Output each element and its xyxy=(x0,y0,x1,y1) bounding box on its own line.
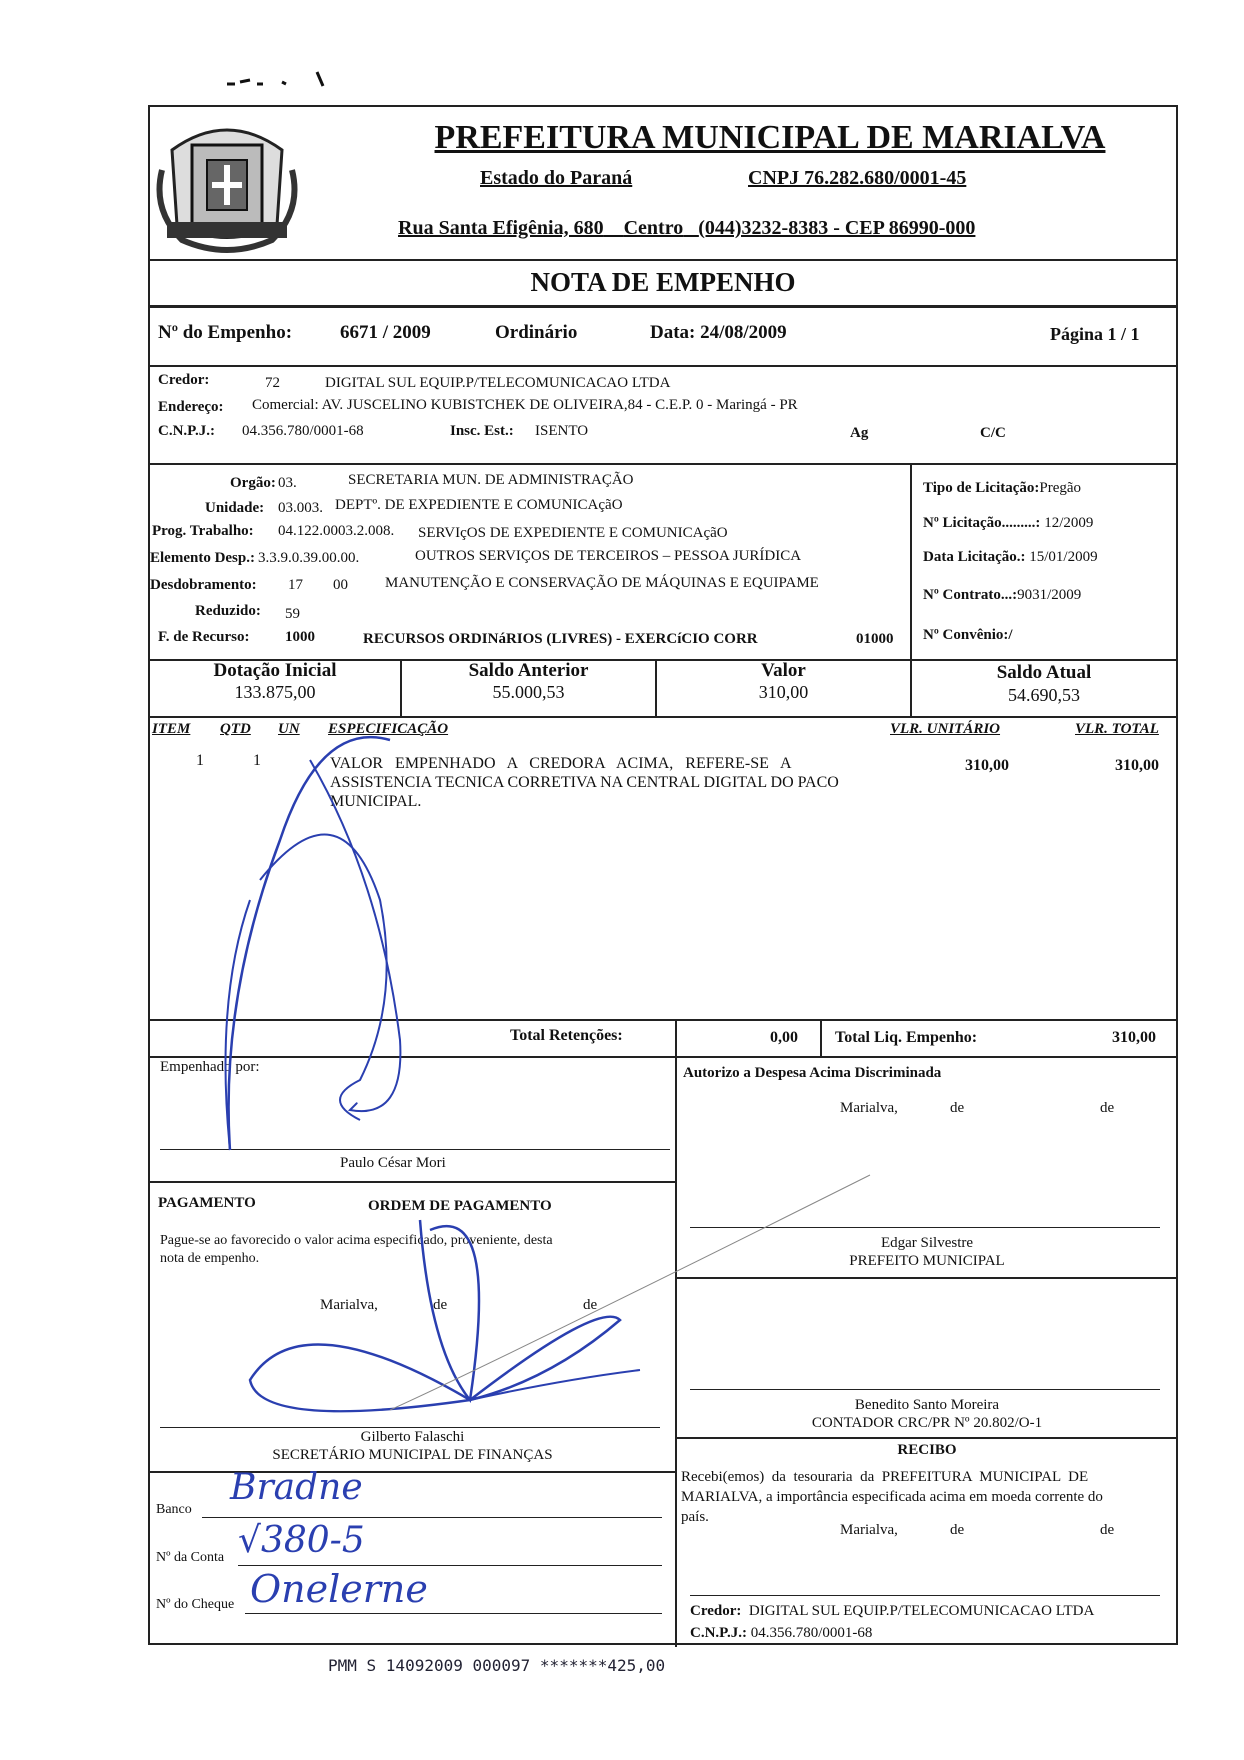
recibo-text-2: MARIALVA, a importância especificada acima em moeda corrente do xyxy=(681,1489,1103,1505)
credor-name: DIGITAL SUL EQUIP.P/TELECOMUNICACAO LTDA xyxy=(325,375,671,391)
fonte-name: RECURSOS ORDINáRIOS (LIVRES) - EXERCíCIO CORR xyxy=(363,631,758,647)
address-label: Endereço: xyxy=(158,399,224,415)
credor-code: 72 xyxy=(265,375,280,391)
reduzido-code: 59 xyxy=(285,606,300,622)
prefeito-title: PREFEITO MUNICIPAL xyxy=(849,1253,1005,1269)
empenho-label: Nº do Empenho: xyxy=(158,322,293,343)
pague-de1: de xyxy=(433,1297,448,1313)
autorizo-de1: de xyxy=(950,1100,965,1116)
desd-code1: 17 xyxy=(288,577,303,593)
recibo-text-1: Recebi(emos) da tesouraria da PREFEITURA MUNICIPAL DE xyxy=(681,1469,1089,1485)
credor-cnpj: 04.356.780/0001-68 xyxy=(242,423,364,439)
recibo-text-3: país. xyxy=(681,1509,709,1525)
total-liq-label: Total Liq. Empenho: xyxy=(835,1029,978,1046)
item-spec-line2: ASSISTENCIA TECNICA CORRETIVA NA CENTRAL DIGITAL DO PACO xyxy=(330,774,839,791)
empenho-number: 6671 / 2009 xyxy=(340,322,431,343)
pagamento-label: PAGAMENTO xyxy=(158,1195,256,1211)
cc-label: C/C xyxy=(980,425,1006,441)
col-item: ITEM xyxy=(152,721,191,737)
financas-name: Gilberto Falaschi xyxy=(360,1429,465,1445)
ordem-label: ORDEM DE PAGAMENTO xyxy=(368,1198,552,1214)
autorizo-label: Autorizo a Despesa Acima Discriminada xyxy=(683,1065,942,1081)
pague-text-1: Pague-se ao favorecido o valor acima especificado, proveniente, desta xyxy=(160,1233,553,1248)
empenho-date: Data: 24/08/2009 xyxy=(650,322,787,343)
desd-name: MANUTENÇÃO E CONSERVAÇÃO DE MÁQUINAS E EQUIPAME xyxy=(385,575,819,591)
ie-label: Insc. Est.: xyxy=(450,423,514,439)
num-contrato: Nº Contrato...:9031/2009 xyxy=(923,587,1082,603)
document-title: NOTA DE EMPENHO xyxy=(530,267,796,297)
pague-text-2: nota de empenho. xyxy=(160,1251,260,1266)
prefeito-name: Edgar Silvestre xyxy=(880,1235,974,1251)
cheque-label: Nº do Cheque xyxy=(156,1597,235,1612)
col-vtotal: VLR. TOTAL xyxy=(1075,721,1159,737)
dotacao-value: 133.875,00 xyxy=(234,682,316,702)
unidade-name: DEPTº. DE EXPEDIENTE E COMUNICAçãO xyxy=(335,497,623,513)
col-spec: ESPECIFICAÇÃO xyxy=(328,721,449,737)
recibo-city: Marialva, xyxy=(840,1522,898,1538)
item-vunit: 310,00 xyxy=(965,757,1009,774)
unidade-label: Unidade: xyxy=(205,500,265,516)
fonte-code2: 01000 xyxy=(856,631,894,647)
item-spec-line1: VALOR EMPENHADO A CREDORA ACIMA, REFERE-SE A xyxy=(330,755,792,772)
ag-label: Ag xyxy=(850,425,869,441)
num-licitacao: Nº Licitação.........: 12/2009 xyxy=(923,515,1094,531)
saldo-anterior-value: 55.000,53 xyxy=(492,682,565,702)
total-retencoes-label: Total Retenções: xyxy=(510,1027,623,1044)
orgao-label: Orgão: xyxy=(230,475,276,491)
valor-label: Valor xyxy=(761,660,806,681)
recibo-de1: de xyxy=(950,1522,965,1538)
num-convenio: Nº Convênio:/ xyxy=(923,627,1013,643)
tipo-licitacao: Tipo de Licitação:Pregão xyxy=(923,480,1082,496)
empenhado-name: Paulo César Mori xyxy=(340,1155,446,1171)
total-liq-value: 310,00 xyxy=(1112,1029,1156,1046)
handwritten-cheque: Onelerne xyxy=(250,1567,428,1611)
prog-name: SERVIçOS DE EXPEDIENTE E COMUNICAçãO xyxy=(418,525,728,541)
orgao-name: SECRETARIA MUN. DE ADMINISTRAÇÃO xyxy=(348,472,634,488)
empenhado-label: Empenhado por: xyxy=(160,1059,260,1075)
recibo-credor: Credor: DIGITAL SUL EQUIP.P/TELECOMUNICACAO LTDA xyxy=(690,1603,1095,1619)
elem-label: Elemento Desp.: xyxy=(150,550,255,566)
page-number: Página 1 / 1 xyxy=(1050,324,1140,344)
prog-label: Prog. Trabalho: xyxy=(152,523,254,539)
cnpj-field-label: C.N.P.J.: xyxy=(158,423,215,439)
desd-code2: 00 xyxy=(333,577,348,593)
conta-label: Nº da Conta xyxy=(156,1550,225,1565)
cnpj-label: CNPJ 76.282.680/0001-45 xyxy=(748,167,967,189)
empenho-type: Ordinário xyxy=(495,322,578,343)
total-retencoes-value: 0,00 xyxy=(770,1029,798,1046)
orgao-code: 03. xyxy=(278,475,297,491)
banco-label: Banco xyxy=(156,1502,192,1517)
col-qtd: QTD xyxy=(220,721,251,737)
contador-title: CONTADOR CRC/PR Nº 20.802/O-1 xyxy=(811,1415,1043,1431)
financas-title: SECRETÁRIO MUNICIPAL DE FINANÇAS xyxy=(272,1447,553,1463)
valor-value: 310,00 xyxy=(758,682,809,702)
item-qtd: 1 xyxy=(253,752,261,769)
col-vunit: VLR. UNITÁRIO xyxy=(890,721,1001,737)
recibo-cnpj: C.N.P.J.: 04.356.780/0001-68 xyxy=(690,1625,873,1641)
reduzido-label: Reduzido: xyxy=(195,603,261,619)
saldo-atual-label: Saldo Atual xyxy=(996,662,1092,683)
address-line: Rua Santa Efigênia, 680 Centro (044)3232-8383 - CEP 86990-000 xyxy=(398,217,976,239)
contador-name: Benedito Santo Moreira xyxy=(854,1397,1000,1413)
item-spec-line3: MUNICIPAL. xyxy=(330,793,422,810)
validation-stamp: PMM S 14092009 000097 *******425,00 xyxy=(328,1656,666,1675)
item-number: 1 xyxy=(196,752,204,769)
handwritten-conta: √380-5 xyxy=(238,1520,365,1561)
fonte-code: 1000 xyxy=(285,629,315,645)
credor-label: Credor: xyxy=(158,372,210,388)
prog-code: 04.122.0003.2.008. xyxy=(278,523,395,539)
desd-label: Desdobramento: xyxy=(150,577,257,593)
col-un: UN xyxy=(278,721,300,737)
item-vtotal: 310,00 xyxy=(1115,757,1159,774)
state-label: Estado do Paraná xyxy=(480,167,633,189)
autorizo-city: Marialva, xyxy=(840,1100,898,1116)
pague-city: Marialva, xyxy=(320,1297,378,1313)
credor-address: Comercial: AV. JUSCELINO KUBISTCHEK DE OLIVEIRA,84 - C.E.P. 0 - Maringá - PR xyxy=(252,397,798,413)
saldo-anterior-label: Saldo Anterior xyxy=(468,660,589,681)
recibo-de2: de xyxy=(1100,1522,1115,1538)
saldo-atual-value: 54.690,53 xyxy=(1008,685,1080,705)
handwritten-banco: Bradne xyxy=(230,1467,363,1508)
recibo-label: RECIBO xyxy=(897,1442,957,1458)
pague-de2: de xyxy=(583,1297,598,1313)
elem-code: 3.3.9.0.39.00.00. xyxy=(258,550,360,566)
elem-name: OUTROS SERVIÇOS DE TERCEIROS – PESSOA JURÍDICA xyxy=(415,548,802,564)
dotacao-label: Dotação Inicial xyxy=(213,660,337,681)
fonte-label: F. de Recurso: xyxy=(158,629,250,645)
data-licitacao: Data Licitação.: 15/01/2009 xyxy=(923,549,1098,565)
page-title: PREFEITURA MUNICIPAL DE MARIALVA xyxy=(434,119,1106,156)
unidade-code: 03.003. xyxy=(278,500,323,516)
ie-value: ISENTO xyxy=(535,423,589,439)
autorizo-de2: de xyxy=(1100,1100,1115,1116)
